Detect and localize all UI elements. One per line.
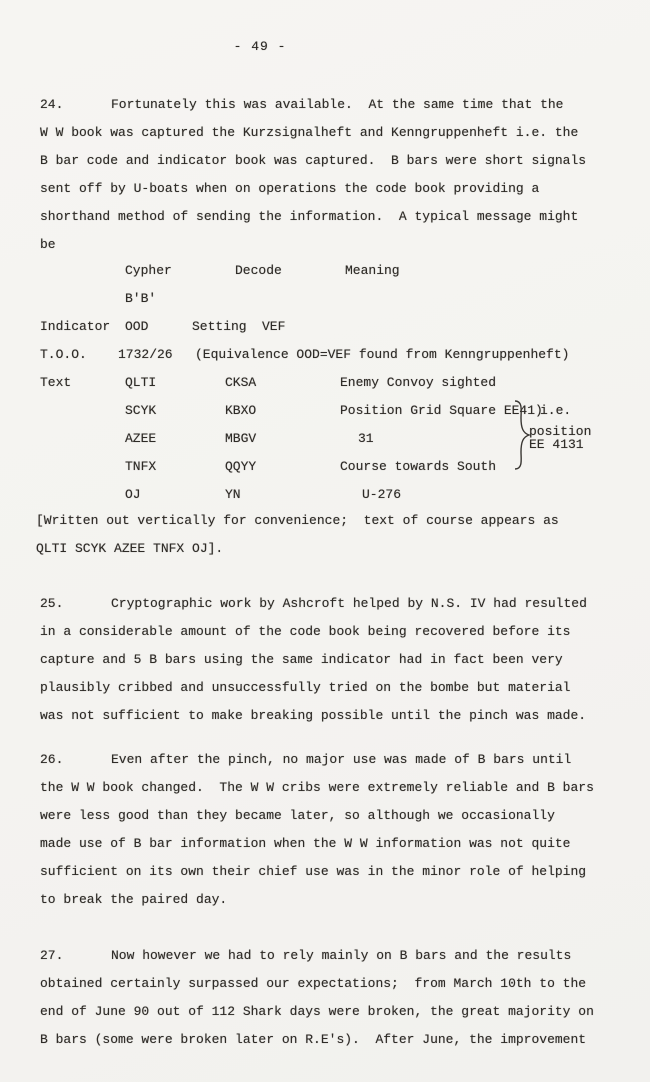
paragraph-25 <box>40 590 625 730</box>
para-number: 27. <box>40 948 64 963</box>
para-line: capture and 5 B bars using the same indicator had in fact been very <box>40 652 563 667</box>
cell-cypher: SCYK <box>125 403 157 418</box>
table-header-row <box>40 257 625 285</box>
cell-meaning: Enemy Convoy sighted <box>340 375 497 390</box>
para-text: Now however we had to rely mainly on B bars and the results <box>111 948 572 963</box>
cell-meaning: 31 <box>358 431 374 446</box>
para-line: plausibly cribbed and unsuccessfully tried on the bombe but material <box>40 680 571 695</box>
setting-label: Setting <box>192 319 247 334</box>
para-line: sufficient on its own their chief use was in the minor role of helping <box>40 864 587 879</box>
header-cypher: Cypher <box>125 263 172 278</box>
too-note: (Equivalence OOD=VEF found from Kenngruppenheft) <box>195 347 570 362</box>
cell-cypher: AZEE <box>125 431 157 446</box>
cell-decode: QQYY <box>225 459 257 474</box>
para-line: obtained certainly surpassed our expectations; from March 10th to the <box>40 976 587 991</box>
para-line <box>40 91 625 119</box>
paragraph-24 <box>40 91 625 259</box>
para-number: 25. <box>40 596 64 611</box>
para-line: end of June 90 out of 112 Shark days were broken, the great majority on <box>40 1004 594 1019</box>
table-row-indicator <box>40 313 625 341</box>
indicator-value: OOD <box>125 319 149 334</box>
position-annotation <box>512 399 622 471</box>
cell-decode: MBGV <box>225 431 257 446</box>
note-line: [Written out vertically for convenience; text of course appears as <box>36 513 559 528</box>
annotation-grid-square: EE 4131 <box>529 437 584 452</box>
table-row-cypher-id <box>40 285 625 313</box>
para-line: made use of B bar information when the W W information was not quite <box>40 836 571 851</box>
note-line: QLTI SCYK AZEE TNFX OJ]. <box>36 541 224 556</box>
para-line: W W book was captured the Kurzsignalheft and Kenngruppenheft i.e. the <box>40 125 579 140</box>
annotation-lead: i.e. <box>540 403 572 418</box>
setting-value: VEF <box>262 319 286 334</box>
cell-cypher: TNFX <box>125 459 157 474</box>
para-line: were less good than they became later, so although we occasionally <box>40 808 555 823</box>
header-meaning: Meaning <box>345 263 400 278</box>
too-label: T.O.O. <box>40 347 87 362</box>
para-text: Even after the pinch, no major use was made of B bars until <box>111 752 572 767</box>
cell-meaning: Course towards South <box>340 459 497 474</box>
para-line: was not sufficient to make breaking possible until the pinch was made. <box>40 708 587 723</box>
cell-decode: KBXO <box>225 403 257 418</box>
text-label: Text <box>40 375 72 390</box>
header-decode: Decode <box>235 263 282 278</box>
table-row <box>40 369 625 397</box>
cell-meaning: Position Grid Square EE41) <box>340 403 543 418</box>
para-text: Fortunately this was available. At the same time that the <box>111 97 564 112</box>
cell-decode: YN <box>225 487 241 502</box>
para-line: B bars (some were broken later on R.E's). After June, the improvement <box>40 1032 587 1047</box>
too-value: 1732/26 <box>118 347 173 362</box>
cell-meaning: U-276 <box>362 487 402 502</box>
para-line: B bar code and indicator book was captured. B bars were short signals <box>40 153 587 168</box>
para-line: be <box>40 237 56 252</box>
para-line <box>40 590 625 618</box>
para-line: sent off by U-boats when on operations the code book providing a <box>40 181 540 196</box>
paragraph-26 <box>40 746 625 914</box>
para-line: shorthand method of sending the information. A typical message might <box>40 209 579 224</box>
cell-cypher: OJ <box>125 487 141 502</box>
para-line: to break the paired day. <box>40 892 228 907</box>
page-number: - 49 - <box>233 39 287 54</box>
para-line: in a considerable amount of the code book being recovered before its <box>40 624 571 639</box>
para-number: 24. <box>40 97 64 112</box>
cell-cypher: QLTI <box>125 375 157 390</box>
table-row <box>40 481 625 509</box>
para-number: 26. <box>40 752 64 767</box>
message-table <box>40 257 625 509</box>
para-line <box>40 746 625 774</box>
para-line <box>40 942 625 970</box>
table-row-too <box>40 341 625 369</box>
cypher-id: B'B' <box>125 291 157 306</box>
cell-decode: CKSA <box>225 375 257 390</box>
para-line: the W W book changed. The W W cribs were extremely reliable and B bars <box>40 780 594 795</box>
para-text: Cryptographic work by Ashcroft helped by N.S. IV had resulted <box>111 596 587 611</box>
annotation-position: position <box>529 424 592 439</box>
bracket-note <box>36 507 621 563</box>
paragraph-27 <box>40 942 625 1054</box>
indicator-label: Indicator <box>40 319 111 334</box>
